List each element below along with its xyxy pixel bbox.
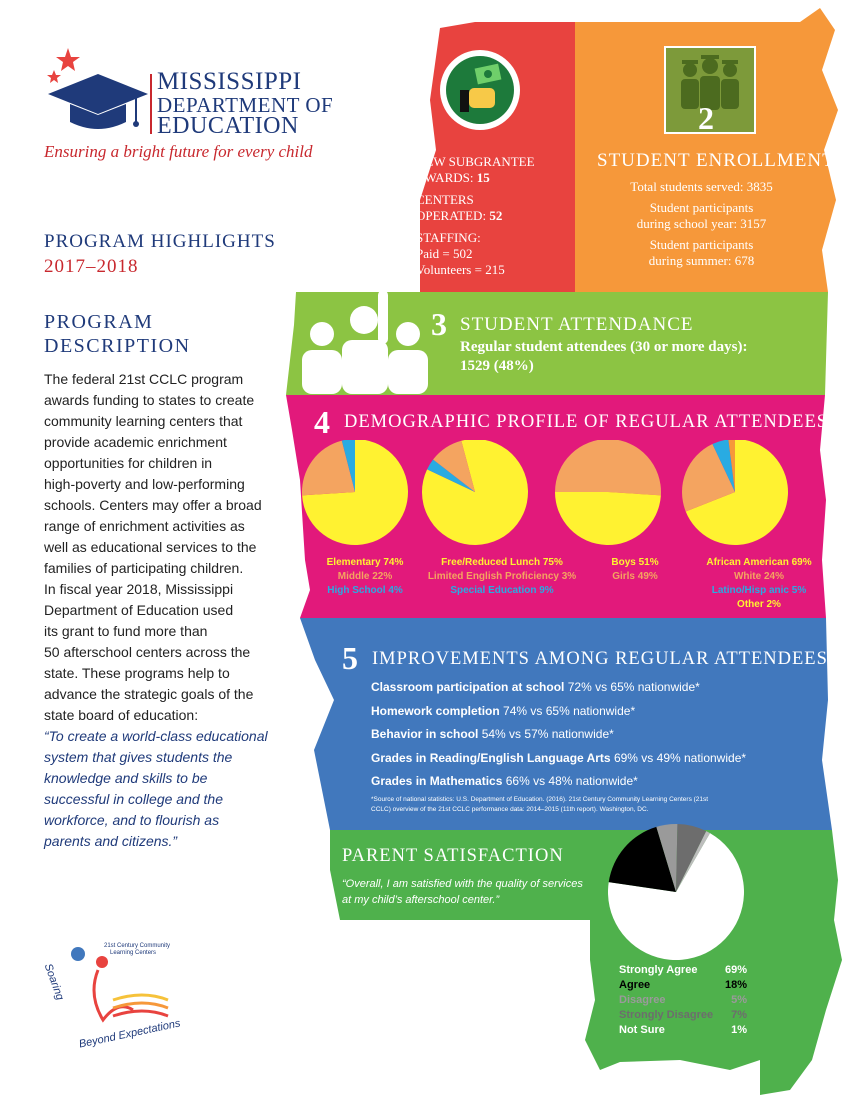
enroll-summer-1: Student participants [649,237,754,252]
description-line: range of enrichment activities as [44,518,245,534]
highlights-title: PROGRAM HIGHLIGHTS [44,231,276,252]
enroll-school-2: during school year: 3157 [636,216,767,231]
description-line: opportunities for children in [44,455,213,471]
legend-value: 1% [731,1024,747,1036]
satisfaction-pie [608,824,744,960]
section-6-number: 6 [311,838,327,874]
pie-2-captions [422,556,582,598]
section-2-title: STUDENT ENROLLMENT [597,150,835,171]
awards-value: 15 [476,170,490,185]
graduation-cap-icon [48,74,148,114]
pie-caption: Middle 22% [337,571,393,582]
satisfaction-legend [619,963,747,1038]
quote-line: knowledge and skills to be [44,770,208,786]
quote-line: workforce, and to flourish as [44,812,220,828]
description-line: 50 afterschool centers across the [44,644,251,660]
description-line: advance the strategic goals of the [44,686,254,702]
legend-label: Not Sure [619,1024,665,1036]
swoosh [113,1011,168,1016]
section-6-title: PARENT SATISFACTION [342,846,564,866]
centers-label: CENTERS [416,192,474,207]
pie-caption: African American 69% [706,557,812,568]
description-line: state. These programs help to [44,665,230,681]
improvement-label: Classroom participation at school [371,680,565,694]
section-4-number: 4 [314,404,330,440]
section-6-quote [342,876,583,908]
pie-caption: High School 4% [327,585,403,596]
quote-line: system that gives students the [44,749,233,765]
enroll-total: Total students served: 3835 [630,179,773,194]
mde-logo-graphic [40,44,148,136]
source-line1: *Source of national statistics: U.S. Department of Education. (2016). 21st Century Community Learning Centers (21st [371,796,709,803]
pie-slice-girls [555,492,661,545]
students-hand-raised-icon [300,286,430,394]
enroll-school-1: Student participants [649,200,754,215]
pie-caption: Girls 49% [612,571,658,582]
highlights-year: 2017–2018 [44,256,139,277]
centers-value: 52 [489,208,503,223]
logo-name-line3: EDUCATION [157,113,299,139]
centers-label-2: OPERATED: [416,208,487,223]
pie-caption: Special Education 9% [450,585,554,596]
money-hand-icon [440,50,520,130]
improvement-value: 72% vs 65% nationwide* [567,680,700,694]
attendance-line2: 1529 (48%) [460,358,534,374]
quote-line: parents and citizens.” [44,833,178,849]
description-line: its grant to fund more than [44,623,208,639]
section-5-number: 5 [342,640,358,676]
description-line: community learning centers that [44,413,243,429]
pie-3-captions [585,556,685,584]
improvement-item [371,747,746,771]
quote-line: “To create a world-class educational [44,728,268,744]
logo-tagline: Ensuring a bright future for every child [44,142,313,161]
globe-icon [71,947,85,961]
star-icon [56,48,80,71]
legend-value: 69% [724,964,747,976]
staffing-paid: Paid = 502 [416,246,473,261]
pie-caption: Boys 51% [611,557,659,568]
section-5-title: IMPROVEMENTS AMONG REGULAR ATTENDEES [372,649,828,669]
centers-row [416,208,535,224]
staffing-volunteers: Volunteers = 215 [416,262,505,277]
pie-caption: Free/Reduced Lunch 75% [441,557,563,568]
pie-race [682,440,788,545]
legend-value: 7% [731,1009,747,1021]
logo-name-line1: MISSISSIPPI [157,68,302,95]
pie-lunch [422,440,528,545]
section-4-title: DEMOGRAPHIC PROFILE OF REGULAR ATTENDEES [344,412,829,432]
improvement-item [371,676,746,700]
section-2-details [575,179,828,269]
logo-divider [150,74,152,134]
legend-row [619,1008,747,1023]
pie-gender [555,440,661,545]
description-line: provide academic enrichment [44,434,227,450]
description-body [44,369,294,852]
cclc-name-line1: 21st Century Community [104,943,171,949]
quote-line: successful in college and the [44,791,223,807]
improvement-label: Homework completion [371,703,500,718]
improvement-item [371,700,746,724]
pie-caption: Latino/Hisp anic 5% [711,585,807,596]
improvement-value: 66% vs 48% nationwide* [505,774,638,788]
description-line: In fiscal year 2018, Mississippi [44,581,234,597]
improvement-value: 69% vs 49% nationwide* [613,750,747,765]
improvements-list [371,676,746,794]
legend-row [619,1023,747,1038]
money-hand-icon-badge [440,50,520,130]
pie-caption: Elementary 74% [326,557,404,568]
description-line: Department of Education used [44,602,234,618]
description-title-line1: PROGRAM [44,311,154,333]
description-line: well as educational services to the [44,539,257,555]
awards-label: NEW SUBGRANTEE [416,154,535,169]
pie-caption: Other 2% [737,599,781,610]
improvement-item [371,723,746,747]
improvement-value: 54% vs 57% nationwide* [481,727,614,741]
figure-head [96,956,108,968]
improvement-label: Behavior in school [371,727,479,741]
demographic-pies [300,440,825,550]
improvement-label: Grades in Reading/English Language Arts [371,750,611,765]
legend-row [619,993,747,1008]
source-line2: CCLC) overview of the 21st CCLC performance data: 2014–2015 (11th report). Washington, DC. [371,806,649,813]
legend-value: 5% [731,994,747,1006]
improvement-label: Grades in Mathematics [371,774,503,788]
section-1-details [416,154,535,278]
star-icon [47,70,61,83]
description-line: awards funding to states to create [44,392,255,408]
description-line: The federal 21st CCLC program [44,371,244,387]
pie-1-captions [310,556,420,598]
description-line: state board of education: [44,707,199,723]
satisfaction-quote-line2: at my child’s afterschool center.” [342,894,500,906]
section-1-number: 1 [420,116,436,152]
swoosh [113,995,168,1000]
legend-row [619,978,747,993]
awards-row [416,170,535,186]
enroll-summer-2: during summer: 678 [648,253,755,268]
satisfaction-pie-chart [600,822,760,962]
staffing-label: STAFFING: [416,230,481,245]
description-line: families of participating children. [44,560,244,576]
improvement-item [371,770,746,794]
section-3-details [460,338,747,376]
satisfaction-quote-line1: “Overall, I am satisfied with the quality of services [342,878,583,890]
awards-label-2: AWARDS: [416,170,474,185]
improvement-value: 74% vs 65% nationwide* [503,703,636,718]
cclc-arc-bottom: Beyond Expectations [77,1017,182,1051]
cclc-name-line2: Learning Centers [110,950,157,956]
cclc-arc-top: Soaring [41,962,66,1002]
pie-caption: White 24% [733,571,784,582]
section-2-number: 2 [698,100,714,136]
pie-caption: Limited English Proficiency 3% [427,571,577,582]
logo-name-line2: DEPARTMENT OF [157,93,334,117]
section-3-title: STUDENT ATTENDANCE [460,314,694,335]
legend-label: Strongly Agree [619,964,698,976]
pie-slice-boys [555,440,661,495]
improvements-source [371,795,811,815]
pie-elementary [302,440,408,545]
legend-row [619,963,747,978]
legend-label: Strongly Disagree [619,1009,714,1021]
description-line: schools. Centers may offer a broad [44,497,262,513]
legend-label: Agree [619,979,651,991]
pie-4-captions [694,556,824,612]
section-6-band [330,830,842,1095]
description-line: high-poverty and low-performing [44,476,245,492]
legend-label: Disagree [619,994,666,1006]
description-title-line2: DESCRIPTION [44,335,191,357]
section-3-number: 3 [431,306,447,342]
attendance-line1: Regular student attendees (30 or more days): [460,339,748,355]
legend-value: 18% [724,979,747,991]
